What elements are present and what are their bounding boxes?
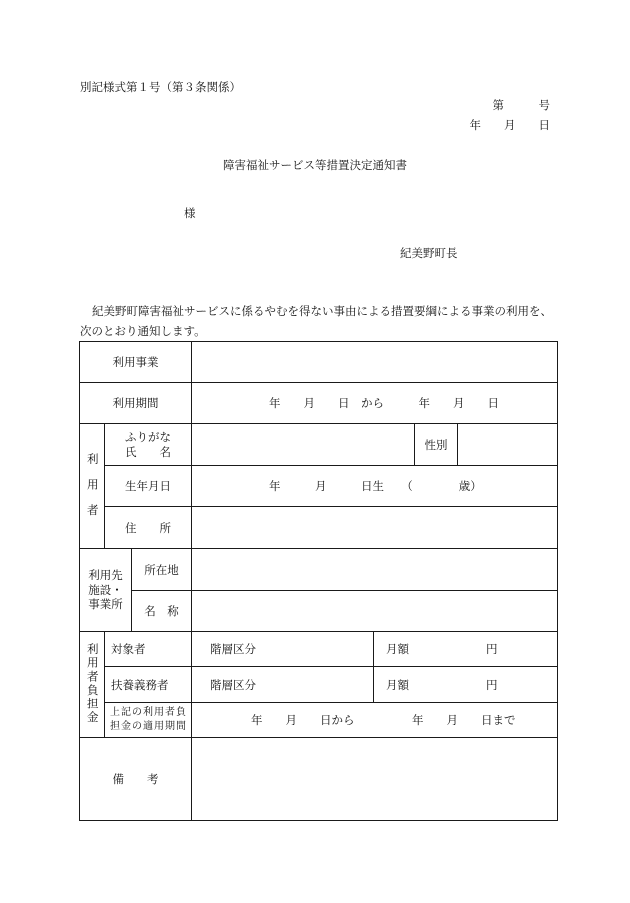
row-facility-location bbox=[80, 549, 558, 591]
tier-label: 階層区分 bbox=[192, 632, 374, 667]
user-group-cell bbox=[80, 424, 105, 549]
user-group-label: 利用者 bbox=[85, 453, 100, 530]
burden-row-label: 対象者 bbox=[105, 632, 192, 667]
facility-group-label-line: 利用先 bbox=[88, 568, 123, 583]
service-label: 利用事業 bbox=[80, 342, 192, 383]
remarks-value-cell bbox=[192, 738, 558, 821]
facility-location-value-cell bbox=[192, 549, 558, 591]
row-user-address bbox=[80, 507, 558, 549]
decision-table bbox=[79, 341, 558, 821]
name-label: 氏 名 bbox=[125, 444, 171, 459]
monthly-amount-cell bbox=[374, 667, 558, 703]
burden-group-label: 利用者負担金 bbox=[85, 643, 100, 725]
name-label-cell bbox=[105, 424, 192, 466]
furigana-label: ふりがな bbox=[125, 429, 171, 444]
burden-group-cell bbox=[80, 632, 105, 738]
sender-name: 紀美野町長 bbox=[400, 246, 458, 260]
monthly-amount bbox=[374, 642, 557, 656]
row-burden-supporter bbox=[80, 667, 558, 703]
period-label: 利用期間 bbox=[80, 383, 192, 424]
document-number: 第 号 bbox=[492, 98, 550, 112]
yen-unit: 円 bbox=[486, 642, 498, 656]
row-period bbox=[80, 383, 558, 424]
service-value-cell bbox=[192, 342, 558, 383]
body-text-line-2: 次のとおり通知します。 bbox=[80, 324, 206, 338]
facility-group-cell bbox=[80, 549, 132, 632]
facility-name-label: 名 称 bbox=[132, 591, 192, 632]
issue-date: 年 月 日 bbox=[469, 118, 550, 132]
monthly-amount-label: 月額 bbox=[386, 642, 410, 656]
remarks-label: 備 考 bbox=[80, 738, 192, 821]
facility-group-label-line: 施設・ bbox=[88, 582, 123, 597]
burden-row-label: 扶養義務者 bbox=[105, 667, 192, 703]
row-burden-subject bbox=[80, 632, 558, 667]
period-value: 年 月 日 から 年 月 日 bbox=[192, 383, 558, 424]
facility-group-label-line: 事業所 bbox=[88, 597, 123, 612]
facility-location-label: 所在地 bbox=[132, 549, 192, 591]
burden-period-label-line: 上記の利用者負 bbox=[110, 707, 187, 718]
birth-value: 年 月 日生 （ 歳） bbox=[192, 466, 558, 507]
gender-value-cell bbox=[458, 424, 558, 466]
name-value-cell bbox=[192, 424, 415, 466]
row-facility-name bbox=[80, 591, 558, 632]
address-label: 住 所 bbox=[105, 507, 192, 549]
monthly-amount-label: 月額 bbox=[386, 677, 410, 692]
form-number: 別記様式第１号（第３条関係） bbox=[80, 80, 241, 94]
monthly-amount bbox=[374, 678, 557, 692]
monthly-amount-cell bbox=[374, 632, 558, 667]
row-user-birth bbox=[80, 466, 558, 507]
addressee-honorific: 様 bbox=[184, 206, 196, 220]
yen-unit: 円 bbox=[486, 677, 498, 692]
body-text-line-1: 紀美野町障害福祉サービスに係るやむを得ない事由による措置要綱による事業の利用を、 bbox=[92, 304, 552, 318]
burden-period-label-line: 担金の適用期間 bbox=[110, 721, 187, 732]
row-user-name bbox=[80, 424, 558, 466]
birth-label: 生年月日 bbox=[105, 466, 192, 507]
address-value-cell bbox=[192, 507, 558, 549]
gender-label: 性別 bbox=[415, 424, 458, 466]
row-remarks bbox=[80, 738, 558, 821]
burden-period-value: 年 月 日から 年 月 日まで bbox=[192, 703, 558, 738]
row-service bbox=[80, 342, 558, 383]
document-title: 障害福祉サービス等措置決定通知書 bbox=[223, 158, 407, 172]
facility-name-value-cell bbox=[192, 591, 558, 632]
burden-period-label-cell bbox=[105, 703, 192, 738]
row-burden-period bbox=[80, 703, 558, 738]
tier-label: 階層区分 bbox=[192, 667, 374, 703]
